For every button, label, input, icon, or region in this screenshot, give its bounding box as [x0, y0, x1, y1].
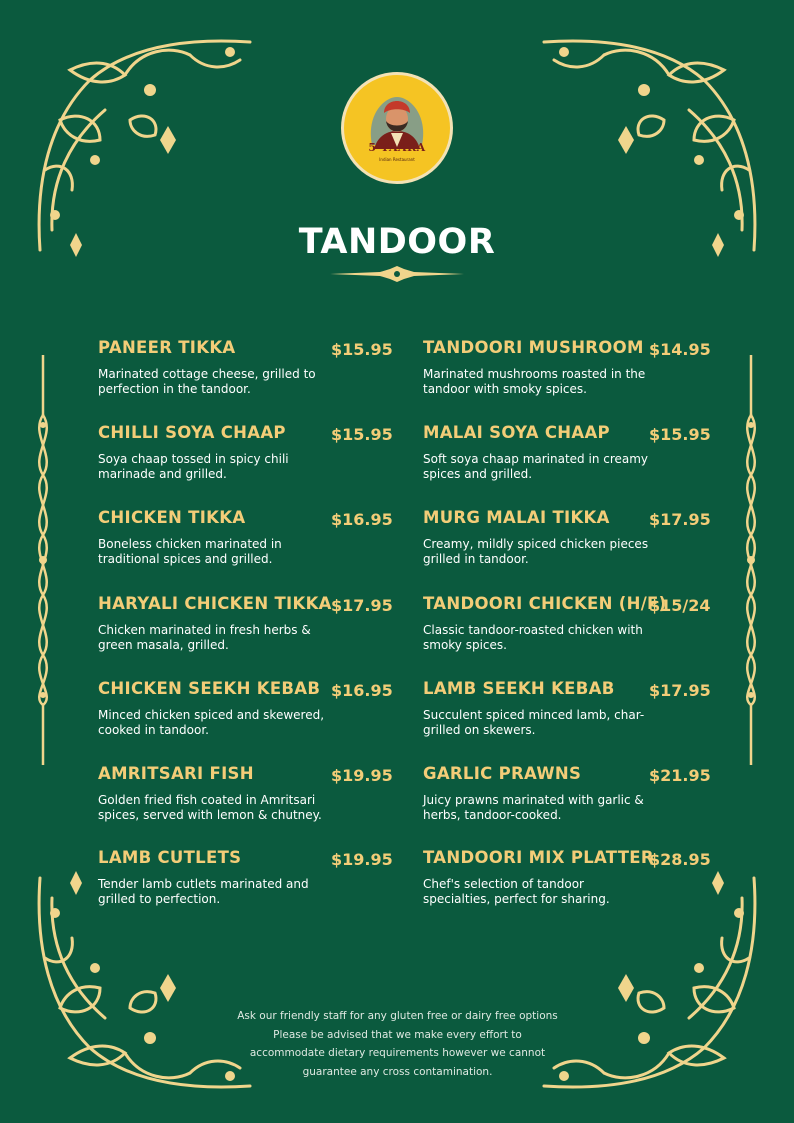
item-name: MALAI SOYA CHAAP	[423, 423, 610, 442]
item-name: MURG MALAI TIKKA	[423, 508, 610, 527]
item-description: Minced chicken spiced and skewered, cooked in tandoor.	[98, 708, 325, 737]
item-name: TANDOORI CHICKEN (H/F)	[423, 594, 667, 613]
item-name: LAMB SEEKH KEBAB	[423, 679, 615, 698]
item-description: Classic tandoor-roasted chicken with smoky spices.	[423, 623, 643, 652]
item-name: AMRITSARI FISH	[98, 764, 254, 783]
item-description: Tender lamb cutlets marinated and grilled to perfection.	[98, 877, 309, 906]
item-description: Creamy, mildly spiced chicken pieces grilled in tandoor.	[423, 537, 649, 566]
item-description: Marinated cottage cheese, grilled to perfection in the tandoor.	[98, 367, 316, 396]
item-price: $15/24	[649, 596, 711, 615]
item-price: $16.95	[331, 681, 393, 700]
item-description: Succulent spiced minced lamb, char-grilled on skewers.	[423, 708, 645, 737]
item-name: CHILLI SOYA CHAAP	[98, 423, 286, 442]
vertical-scroll-ornament-right	[738, 355, 764, 765]
item-name: TANDOORI MUSHROOM	[423, 338, 644, 357]
item-name: GARLIC PRAWNS	[423, 764, 582, 783]
item-price: $16.95	[331, 510, 393, 529]
item-price: $19.95	[331, 766, 393, 785]
dietary-notice-line: guarantee any cross contamination.	[302, 1065, 493, 1078]
item-description: Juicy prawns marinated with garlic & herbs, tandoor-cooked.	[423, 793, 644, 822]
item-description: Chicken marinated in fresh herbs & green masala, grilled.	[98, 623, 311, 652]
item-name: CHICKEN TIKKA	[98, 508, 246, 527]
item-price: $15.95	[331, 340, 393, 359]
item-name: LAMB CUTLETS	[98, 848, 242, 867]
item-price: $17.95	[331, 596, 393, 615]
title-divider-icon	[330, 266, 464, 282]
item-description: Golden fried fish coated in Amritsari spices, served with lemon & chutney.	[98, 793, 322, 822]
item-description: Marinated mushrooms roasted in the tandoor with smoky spices.	[423, 367, 646, 396]
item-price: $14.95	[649, 340, 711, 359]
item-name: PANEER TIKKA	[98, 338, 236, 357]
item-name: CHICKEN SEEKH KEBAB	[98, 679, 321, 698]
item-price: $15.95	[649, 425, 711, 444]
item-name: HARYALI CHICKEN TIKKA	[98, 594, 332, 613]
item-price: $17.95	[649, 510, 711, 529]
dietary-notice	[220, 1007, 575, 1081]
item-price: $21.95	[649, 766, 711, 785]
item-name: TANDOORI MIX PLATTER	[423, 848, 654, 867]
item-price: $19.95	[331, 850, 393, 869]
restaurant-logo	[341, 72, 453, 184]
dietary-notice-line: Ask our friendly staff for any gluten free or dairy free options	[237, 1010, 558, 1022]
item-description: Soft soya chaap marinated in creamy spices and grilled.	[423, 452, 649, 481]
vertical-scroll-ornament-left	[30, 355, 56, 765]
logo-sikh-chef-icon	[344, 75, 450, 181]
item-price: $15.95	[331, 425, 393, 444]
dietary-notice-line: Please be advised that we make every effort to	[273, 1028, 522, 1041]
item-description: Chef's selection of tandoor specialties, perfect for sharing.	[423, 877, 610, 906]
item-description: Soya chaap tossed in spicy chili marinade and grilled.	[98, 452, 289, 481]
page-title: TANDOOR	[298, 222, 496, 262]
item-description: Boneless chicken marinated in traditional spices and grilled.	[98, 537, 282, 566]
logo-tagline: Indian Restaurant	[379, 157, 415, 162]
logo-name: 5 TAARA	[368, 141, 426, 154]
dietary-notice-line: accommodate dietary requirements however we cannot	[249, 1047, 546, 1059]
item-price: $17.95	[649, 681, 711, 700]
item-price: $28.95	[649, 850, 711, 869]
